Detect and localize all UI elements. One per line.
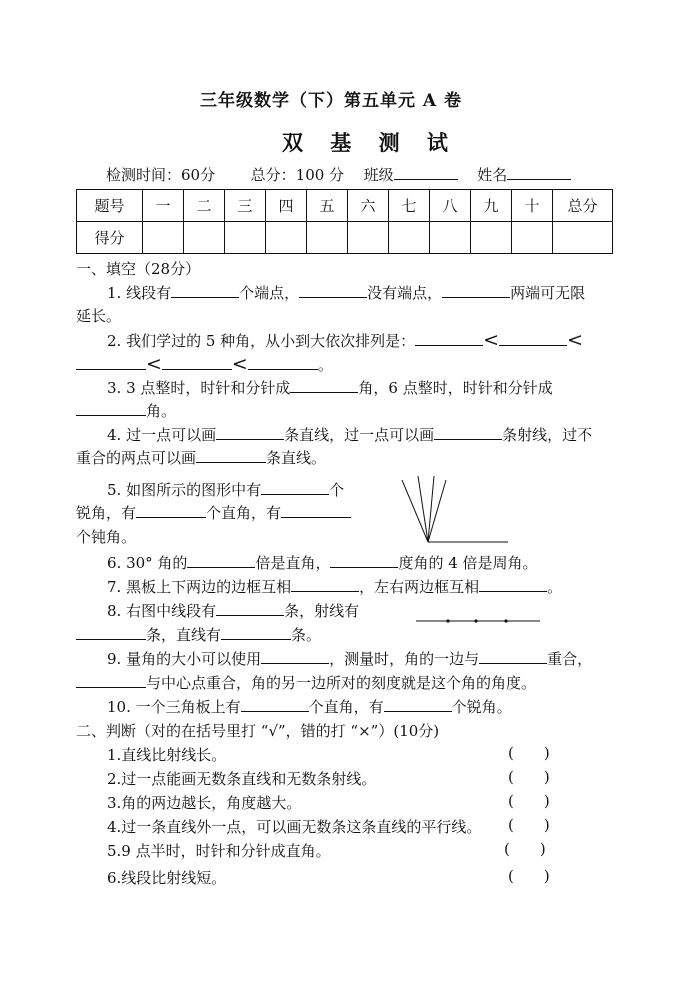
q9-continuation [76, 672, 536, 693]
answer-blank[interactable] [248, 355, 318, 370]
answer-blank[interactable] [299, 283, 367, 298]
less-than-sign: < [567, 329, 584, 351]
row-label-score: 得分 [77, 222, 143, 254]
question-4 [107, 424, 592, 445]
answer-blank[interactable] [221, 625, 291, 640]
answer-blank[interactable] [261, 480, 329, 495]
score-cell[interactable] [307, 222, 348, 254]
paren-open: ( [508, 768, 514, 786]
paren-close: ) [543, 867, 550, 885]
q8-text: 条，直线有 [146, 626, 222, 644]
q9-text: 9. 量角的大小可以使用 [107, 650, 262, 668]
answer-blank[interactable] [76, 355, 146, 370]
paren-close: ) [543, 816, 550, 834]
q8-text: 条，射线有 [284, 602, 360, 620]
q4-text: 条直线。 [266, 449, 327, 467]
q4-text: 条射线，过不 [502, 426, 593, 444]
judge-item: 1.直线比射线长。 [107, 746, 227, 764]
question-9 [107, 648, 592, 669]
q1-text: 没有端点， [367, 284, 443, 302]
paren-open: ( [508, 792, 514, 810]
answer-blank[interactable] [76, 401, 146, 416]
answer-blank[interactable] [281, 503, 351, 518]
section2-heading: 二、判断（对的在括号里打 “√”，错的打 “×”）(10分) [76, 722, 440, 740]
section1-heading: 一、填空（28分） [76, 260, 201, 278]
paren-open: ( [504, 840, 510, 858]
answer-blank[interactable] [415, 331, 483, 346]
q4-text: 条直线，过一点可以画 [284, 426, 435, 444]
answer-blank[interactable] [290, 378, 358, 393]
score-table-header-row [77, 190, 613, 222]
answer-blank[interactable] [499, 331, 567, 346]
answer-blank[interactable] [479, 577, 547, 592]
q3-text: 角，6 点整时，时针和分针成 [358, 379, 553, 397]
score-table-score-row [77, 222, 613, 254]
paren-close: ) [543, 744, 550, 762]
q3-text: 3. 3 点整时，时针和分针成 [107, 379, 291, 397]
answer-blank[interactable] [479, 649, 547, 664]
class-label: 班级 [363, 166, 394, 184]
angle-figure [398, 470, 518, 550]
col-total: 总分 [553, 190, 613, 222]
col-3: 三 [225, 190, 266, 222]
col-4: 四 [266, 190, 307, 222]
q9-text: 与中心点重合，角的另一边所对的刻度就是这个角的角度。 [146, 674, 537, 692]
score-cell[interactable] [143, 222, 184, 254]
score-cell[interactable] [184, 222, 225, 254]
q7-text: 。 [547, 578, 563, 596]
question-1 [107, 282, 585, 303]
q4-text: 重合的两点可以画 [76, 449, 197, 467]
name-blank[interactable] [507, 165, 571, 180]
col-1: 一 [143, 190, 184, 222]
q5-text: 5. 如图所示的图形中有 [107, 481, 262, 499]
answer-blank[interactable] [196, 448, 266, 463]
point [446, 619, 449, 622]
score-table [76, 189, 613, 254]
q5-line2 [76, 502, 351, 523]
answer-blank[interactable] [442, 283, 510, 298]
q8-continuation [76, 624, 321, 645]
answer-parens[interactable] [508, 867, 550, 885]
q4-text: 4. 过一点可以画 [107, 426, 217, 444]
q6-text: 6. 30° 角的 [107, 554, 188, 572]
col-8: 八 [430, 190, 471, 222]
point [474, 619, 477, 622]
score-cell[interactable] [389, 222, 430, 254]
answer-blank[interactable] [162, 355, 232, 370]
q5-text: 个直角，有 [206, 504, 282, 522]
q10-text: 个直角，有 [308, 698, 384, 716]
paper-title: 三年级数学（下）第五单元 A 卷 [200, 91, 463, 111]
q2-continuation [76, 353, 333, 375]
class-blank[interactable] [394, 165, 458, 180]
paren-open: ( [508, 816, 514, 834]
q8-text: 条。 [291, 626, 322, 644]
line-figure [414, 615, 544, 627]
info-line [106, 164, 571, 185]
question-2 [107, 329, 583, 351]
question-5 [107, 479, 344, 500]
col-6: 六 [348, 190, 389, 222]
q9-text: ，测量时，角的一边与 [329, 650, 480, 668]
paren-close: ) [543, 768, 550, 786]
time-label: 检测时间：60分 [106, 166, 216, 184]
q1-text: 个端点， [239, 284, 300, 302]
q2-text: 2. 我们学过的 5 种角，从小到大依次排列是： [107, 332, 416, 350]
name-label: 姓名 [477, 166, 508, 184]
score-cell[interactable] [553, 222, 613, 254]
col-10: 十 [512, 190, 553, 222]
point [504, 619, 507, 622]
paren-close: ) [539, 840, 546, 858]
q5-text: 个 [329, 481, 345, 499]
answer-parens[interactable] [508, 744, 550, 762]
score-cell[interactable] [512, 222, 553, 254]
question-10 [107, 696, 512, 717]
answer-parens[interactable] [508, 816, 550, 834]
q10-text: 个锐角。 [451, 698, 512, 716]
question-6 [107, 552, 538, 573]
question-8 [107, 600, 359, 621]
col-5: 五 [307, 190, 348, 222]
q4-continuation [76, 447, 326, 468]
q3-text: 角。 [146, 402, 177, 420]
judge-item: 4.过一条直线外一点，可以画无数条这条直线的平行线。 [107, 818, 482, 836]
question-7 [107, 576, 562, 597]
q5-text: 锐角，有 [76, 504, 137, 522]
score-cell[interactable] [225, 222, 266, 254]
paren-open: ( [508, 867, 514, 885]
total-label: 总分：100 分 [250, 166, 345, 184]
q1-text: 两端可无限 [510, 284, 586, 302]
answer-blank[interactable] [76, 673, 146, 688]
q6-text: 倍是直角， [255, 554, 331, 572]
answer-blank[interactable] [291, 577, 359, 592]
ray-1 [402, 480, 428, 542]
answer-blank[interactable] [330, 553, 398, 568]
score-cell[interactable] [266, 222, 307, 254]
q10-text: 10. 一个三角板上有 [107, 698, 241, 716]
score-cell[interactable] [471, 222, 512, 254]
judge-item: 6.线段比射线短。 [107, 869, 227, 887]
q7-text: 7. 黑板上下两边的边框互相 [107, 578, 292, 596]
ray-2 [418, 476, 428, 542]
col-9: 九 [471, 190, 512, 222]
paren-close: ) [543, 792, 550, 810]
answer-blank[interactable] [76, 625, 146, 640]
col-2: 二 [184, 190, 225, 222]
row-label-question: 题号 [77, 190, 143, 222]
answer-parens[interactable] [504, 840, 546, 858]
judge-item: 3.角的两边越长，角度越大。 [107, 794, 302, 812]
answer-parens[interactable] [508, 792, 550, 810]
judge-item: 2.过一点能画无数条直线和无数条射线。 [107, 770, 377, 788]
judge-item: 5.9 点半时，时针和分针成直角。 [107, 842, 331, 860]
q1-text: 1. 线段有 [107, 284, 172, 302]
less-than-sign: < [483, 329, 500, 351]
period: 。 [317, 356, 333, 374]
score-cell[interactable] [430, 222, 471, 254]
q8-text: 8. 右图中线段有 [107, 602, 217, 620]
q9-text: 重合， [547, 650, 593, 668]
q6-text: 度角的 4 倍是周角。 [398, 554, 538, 572]
less-than-sign: < [231, 353, 248, 375]
question-3 [107, 377, 553, 398]
answer-parens[interactable] [508, 768, 550, 786]
q3-continuation [76, 400, 176, 421]
answer-blank[interactable] [216, 425, 284, 440]
answer-blank[interactable] [171, 283, 239, 298]
paren-open: ( [508, 744, 514, 762]
answer-blank[interactable] [261, 649, 329, 664]
answer-blank[interactable] [384, 697, 452, 712]
less-than-sign: < [146, 353, 162, 375]
paper-subtitle: 双 基 测 试 [282, 130, 458, 155]
score-cell[interactable] [348, 222, 389, 254]
answer-blank[interactable] [241, 697, 309, 712]
answer-blank[interactable] [187, 553, 255, 568]
col-7: 七 [389, 190, 430, 222]
q7-text: ，左右两边框互相 [359, 578, 480, 596]
answer-blank[interactable] [216, 601, 284, 616]
answer-blank[interactable] [434, 425, 502, 440]
answer-blank[interactable] [136, 503, 206, 518]
q5-line3: 个钝角。 [76, 528, 137, 546]
q1-continuation: 延长。 [76, 307, 122, 325]
